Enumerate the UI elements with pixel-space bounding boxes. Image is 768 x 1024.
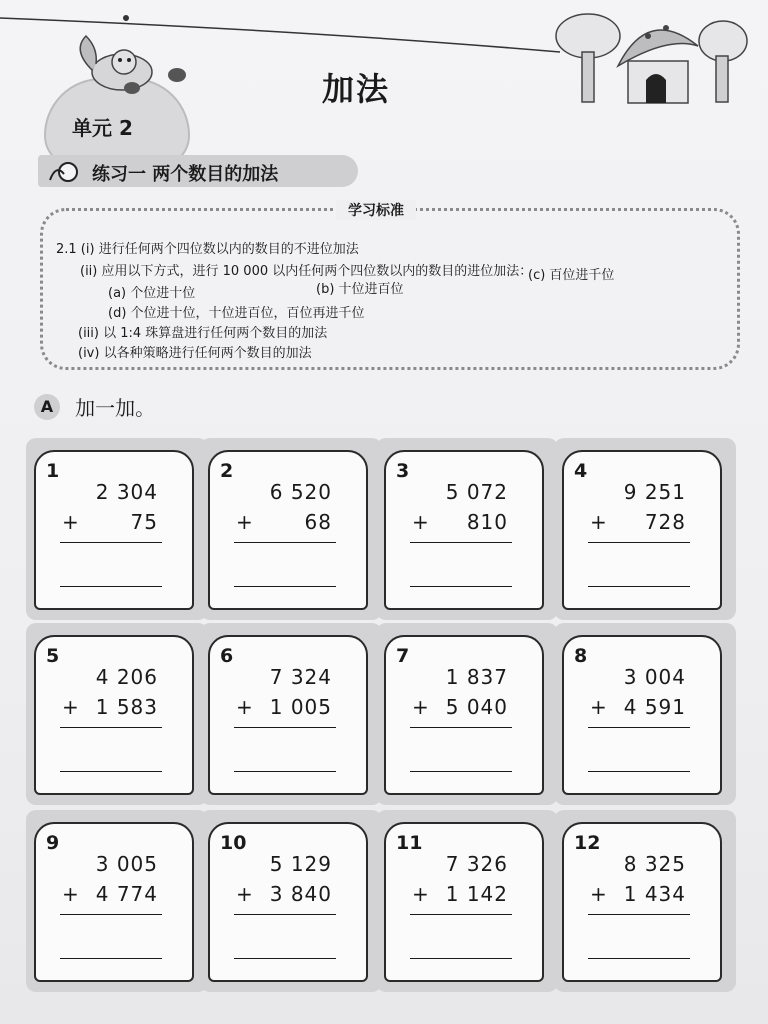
sum-line [410,727,512,728]
second-addend: 1 005 [269,695,332,719]
plus-sign: + [412,695,429,719]
addition-problem-card [384,635,544,795]
problem-number: 11 [396,832,423,854]
answer-line[interactable] [60,586,162,587]
plus-sign: + [236,882,253,906]
second-addend: 1 583 [95,695,158,719]
problem-number: 8 [574,645,588,667]
plus-sign: + [590,695,607,719]
first-addend: 7 324 [269,665,332,689]
standard-line: (a) 个位进十位 [108,286,196,301]
answer-line[interactable] [410,771,512,772]
section-a-heading [34,392,155,421]
plus-sign: + [590,510,607,534]
second-addend: 4 774 [95,882,158,906]
first-addend: 6 520 [269,480,332,504]
snail-icon [46,160,86,184]
sum-line [60,914,162,915]
addition-problem-card [384,450,544,610]
standard-line: (b) 十位进百位 [316,282,404,297]
second-addend: 1 142 [445,882,508,906]
plus-sign: + [412,882,429,906]
plus-sign: + [236,510,253,534]
exercise-title: 练习一 两个数目的加法 [92,164,279,185]
answer-line[interactable] [60,958,162,959]
sum-line [234,727,336,728]
answer-line[interactable] [60,771,162,772]
problem-number: 5 [46,645,60,667]
sum-line [234,542,336,543]
first-addend: 5 129 [269,852,332,876]
second-addend: 4 591 [623,695,686,719]
standard-line: (iii) 以 1:4 珠算盘进行任何两个数目的加法 [78,326,328,341]
plus-sign: + [236,695,253,719]
standards-heading: 学习标准 [336,200,416,220]
answer-line[interactable] [234,771,336,772]
problem-number: 2 [220,460,234,482]
addition-problem-card [34,450,194,610]
problem-number: 1 [46,460,60,482]
standard-line: (d) 个位进十位，十位进百位，百位再进千位 [108,306,365,321]
first-addend: 4 206 [95,665,158,689]
problem-number: 9 [46,832,60,854]
problem-number: 4 [574,460,588,482]
addition-problem-card [562,635,722,795]
sum-line [588,542,690,543]
answer-line[interactable] [588,586,690,587]
standard-line: (iv) 以各种策略进行任何两个数目的加法 [78,346,312,361]
answer-line[interactable] [234,958,336,959]
second-addend: 75 [130,510,158,534]
addition-problem-card [384,822,544,982]
plus-sign: + [590,882,607,906]
second-addend: 68 [304,510,332,534]
addition-problem-card [34,635,194,795]
section-instruction: 加一加。 [75,396,156,420]
sum-line [410,914,512,915]
squirrel-mascot-icon [62,30,192,100]
standard-line: (c) 百位进千位 [528,268,615,283]
first-addend: 7 326 [445,852,508,876]
problem-number: 12 [574,832,601,854]
first-addend: 9 251 [623,480,686,504]
page-title: 加法 [322,70,391,108]
plus-sign: + [62,695,79,719]
mushroom-house-icon [548,6,748,116]
answer-line[interactable] [410,586,512,587]
section-badge: A [34,394,60,420]
plus-sign: + [62,882,79,906]
first-addend: 1 837 [445,665,508,689]
sum-line [410,542,512,543]
standard-line: 2.1 (i) 进行任何两个四位数以内的数目的不进位加法 [56,242,359,257]
sum-line [60,542,162,543]
sum-line [60,727,162,728]
sum-line [588,727,690,728]
problem-number: 10 [220,832,247,854]
addition-problem-card [562,822,722,982]
answer-line[interactable] [588,958,690,959]
first-addend: 3 005 [95,852,158,876]
first-addend: 3 004 [623,665,686,689]
second-addend: 810 [466,510,508,534]
answer-line[interactable] [410,958,512,959]
second-addend: 1 434 [623,882,686,906]
sum-line [588,914,690,915]
first-addend: 2 304 [95,480,158,504]
second-addend: 5 040 [445,695,508,719]
answer-line[interactable] [588,771,690,772]
addition-problem-card [208,635,368,795]
second-addend: 728 [644,510,686,534]
plus-sign: + [412,510,429,534]
problem-number: 6 [220,645,234,667]
sum-line [234,914,336,915]
standard-line: (ii) 应用以下方式，进行 10 000 以内任何两个四位数以内的数目的进位加法： [80,264,533,279]
plus-sign: + [62,510,79,534]
second-addend: 3 840 [269,882,332,906]
unit-label: 单元 2 [72,116,133,140]
answer-line[interactable] [234,586,336,587]
addition-problem-card [34,822,194,982]
addition-problem-card [208,450,368,610]
problem-number: 7 [396,645,410,667]
first-addend: 5 072 [445,480,508,504]
first-addend: 8 325 [623,852,686,876]
addition-problem-card [562,450,722,610]
problem-number: 3 [396,460,410,482]
addition-problem-card [208,822,368,982]
